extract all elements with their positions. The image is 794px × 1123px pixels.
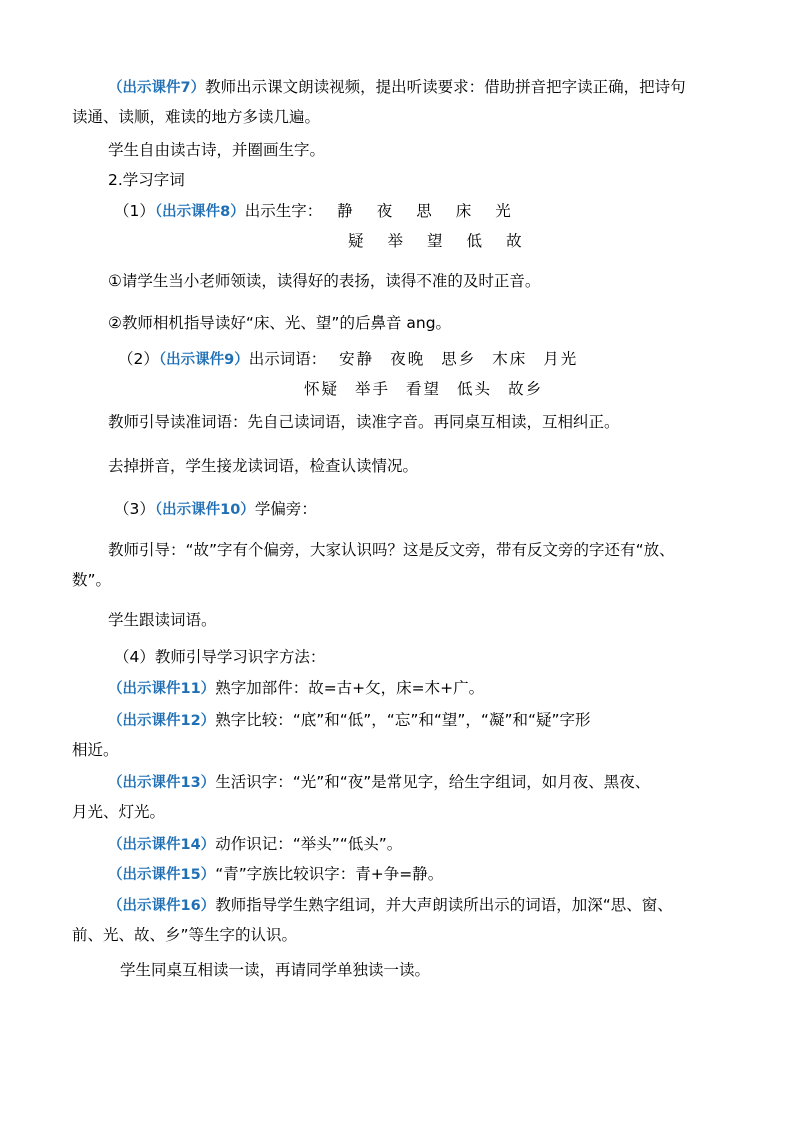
method-item xyxy=(108,859,708,890)
paragraph-nasal: ②教师相机指导读好“床、光、望”的后鼻音 ang。 xyxy=(108,314,452,332)
word: 月光 xyxy=(543,350,579,368)
character-list-second xyxy=(348,226,794,256)
item-label: 出示生字： xyxy=(244,202,323,220)
paragraph-continuation: 读通、读顺，难读的地方多读几遍。 xyxy=(72,108,321,126)
method-item xyxy=(108,673,708,704)
courseware-tag: （出示课件7） xyxy=(108,80,206,96)
courseware-tag: （出示课件9） xyxy=(158,352,249,368)
word: 看望 xyxy=(406,380,442,398)
method-item xyxy=(108,705,708,736)
courseware-tag: （出示课件16） xyxy=(108,898,216,914)
courseware-tag: （出示课件12） xyxy=(108,713,216,729)
method-text: 动作识记：“举头”“低头”。 xyxy=(215,835,403,853)
word: 安静 xyxy=(339,350,375,368)
paragraph-lead-reading: ①请学生当小老师领读，读得好的表扬，读得不准的及时正音。 xyxy=(108,272,541,290)
courseware-tag: （出示课件14） xyxy=(108,837,216,853)
method-text: 生活识字：“光”和“夜”是常见字，给生字组词，如月夜、黑夜、 xyxy=(215,773,651,791)
courseware-tag: （出示课件15） xyxy=(108,867,216,883)
character: 思 xyxy=(416,202,434,220)
character: 光 xyxy=(495,202,513,220)
word: 故乡 xyxy=(508,380,544,398)
character: 床 xyxy=(455,202,474,220)
item-label: 学偏旁： xyxy=(254,500,317,518)
character: 低 xyxy=(466,232,485,250)
paragraph-text: 教师出示课文朗读视频，提出听读要求：借助拼音把字读正确，把诗句 xyxy=(205,78,686,96)
paragraph-continuation: 相近。 xyxy=(72,741,119,759)
courseware-tag: （出示课件10） xyxy=(154,502,255,518)
courseware-tag: （出示课件8） xyxy=(154,204,245,220)
character: 夜 xyxy=(376,202,395,220)
paragraph-continuation: 数”。 xyxy=(72,571,112,589)
word-list-second xyxy=(304,374,794,404)
method-item xyxy=(108,890,708,921)
word: 举手 xyxy=(355,380,391,398)
method-text: 教师指导学生熟字组词，并大声朗读所出示的词语，加深“思、窗、 xyxy=(215,896,673,914)
word: 木床 xyxy=(492,350,528,368)
paragraph-continuation: 前、光、故、乡”等生字的认识。 xyxy=(72,926,298,944)
method-item xyxy=(108,829,708,860)
radical-line xyxy=(114,494,714,525)
method-text: 熟字加部件：故=古+攵，床=木+广。 xyxy=(215,679,485,697)
character-list xyxy=(337,202,535,220)
paragraph-relay: 去掉拼音，学生接龙读词语，检查认读情况。 xyxy=(108,457,419,475)
method-text: 熟字比较：“底”和“低”，“忘”和“望”，“凝”和“疑”字形 xyxy=(215,711,591,729)
paragraph-radical-guide: 教师引导：“故”字有个偏旁，大家认识吗？这是反文旁，带有反文旁的字还有“放、 xyxy=(108,541,675,559)
paragraph-continuation: 月光、灯光。 xyxy=(72,803,166,821)
section-heading: 2.学习字词 xyxy=(108,171,185,189)
item-number: （2） xyxy=(118,350,159,368)
character: 望 xyxy=(427,232,445,250)
courseware-tag: （出示课件13） xyxy=(108,775,216,791)
courseware-tag: （出示课件11） xyxy=(108,681,216,697)
item-label: 出示词语： xyxy=(248,350,327,368)
word-list xyxy=(339,350,594,368)
paragraph-free-reading: 学生自由读古诗，并圈画生字。 xyxy=(108,141,326,159)
paragraph-partner-reading: 学生同桌互相读一读，再请同学单独读一读。 xyxy=(120,961,431,979)
new-words-line xyxy=(118,344,718,375)
method-heading: （4）教师引导学习识字方法： xyxy=(114,648,326,666)
paragraph-follow-read: 学生跟读词语。 xyxy=(108,611,217,629)
paragraph-video xyxy=(108,72,708,103)
word: 夜晚 xyxy=(390,350,426,368)
character: 疑 xyxy=(348,232,366,250)
paragraph-read-words: 教师引导读准词语：先自己读词语，读准字音。再同桌互相读，互相纠正。 xyxy=(108,413,620,431)
item-number: （1） xyxy=(114,202,155,220)
method-item xyxy=(108,767,708,798)
word: 低头 xyxy=(457,380,493,398)
word: 怀疑 xyxy=(304,380,340,398)
new-characters-line xyxy=(114,196,714,227)
item-number: （3） xyxy=(114,500,155,518)
method-text: “青”字族比较识字：青+争=静。 xyxy=(215,865,444,883)
character: 静 xyxy=(337,202,355,220)
character: 故 xyxy=(506,232,524,250)
character: 举 xyxy=(387,232,406,250)
word: 思乡 xyxy=(441,350,477,368)
